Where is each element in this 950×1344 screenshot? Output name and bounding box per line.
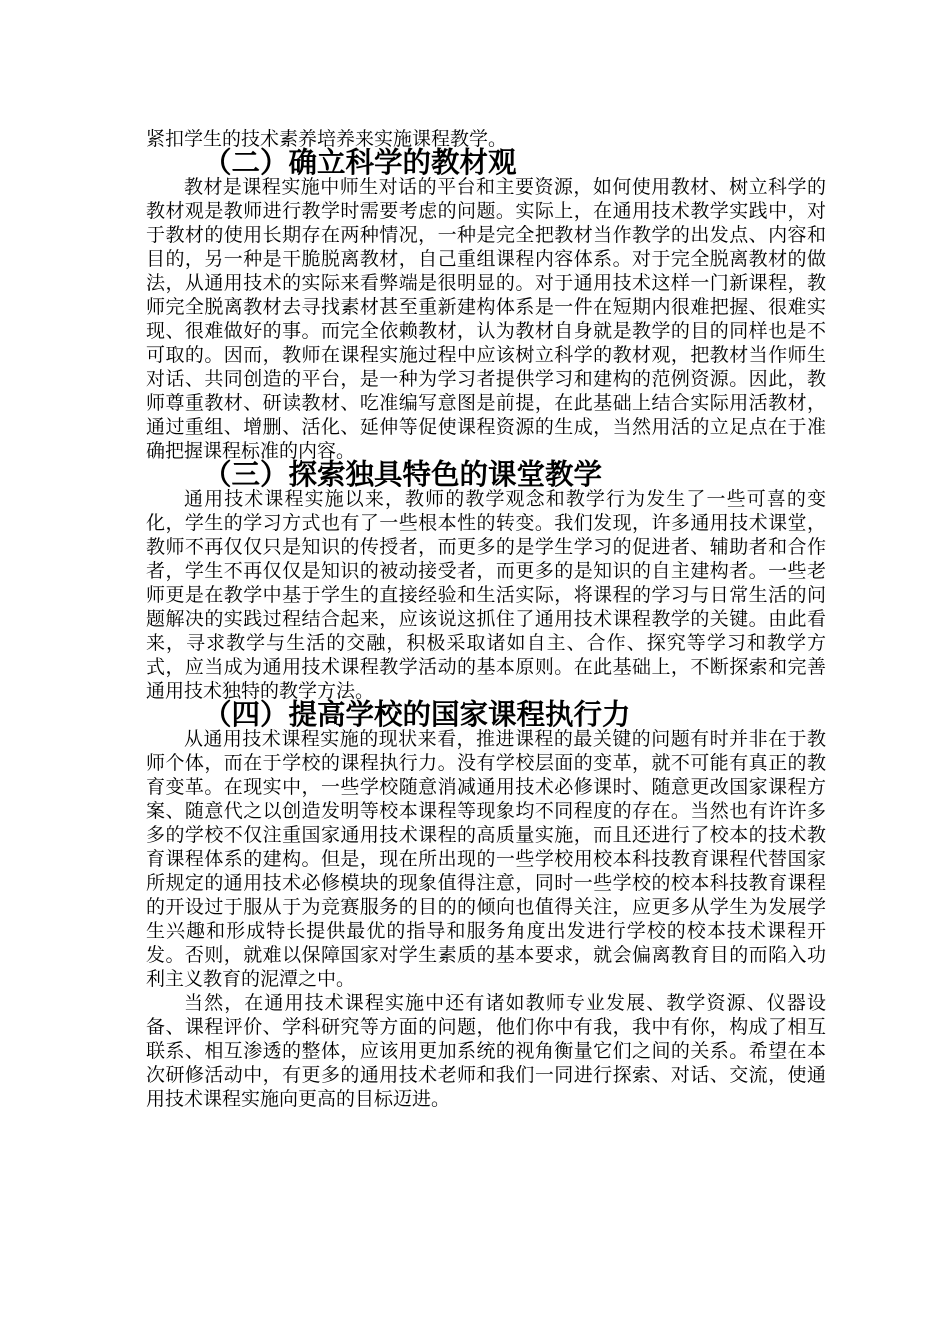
section-heading-2: （二）确立科学的教材观 [203, 146, 517, 179]
section-heading-3: （三）探索独具特色的课堂教学 [203, 458, 603, 491]
closing-paragraph: 当然，在通用技术课程实施中还有诸如教师专业发展、教学资源、仪器设备、课程评价、学科研究等方面的问题，他们你中有我，我中有你，构成了相互联系、相互渗透的整体，应该用更加系统的视角衡量它们之间的关系。希望在本次研修活动中，有更多的通用技术老师和我们一同进行探索、对话、交流，使通用技术课程实施向更高的目标迈进。 [146, 992, 826, 1110]
section-paragraph-3: 通用技术课程实施以来，教师的教学观念和教学行为发生了一些可喜的变化，学生的学习方式也有了一些根本性的转变。我们发现，许多通用技术课堂，教师不再仅仅只是知识的传授者，而更多的是学生学习的促进者、辅助者和合作者，学生不再仅仅是知识的被动接受者，而更多的是知识的自主建构者。一些老师更是在教学中基于学生的直接经验和生活实际，将课程的学习与日常生活的问题解决的实践过程结合起来，应该说这抓住了通用技术课程教学的关键。由此看来，寻求教学与生活的交融，积极采取诸如自主、合作、探究等学习和教学方式，应当成为通用技术课程教学活动的基本原则。在此基础上，不断探索和完善通用技术独特的教学方法。 [146, 488, 826, 702]
section-paragraph-2: 教材是课程实施中师生对话的平台和主要资源，如何使用教材、树立科学的教材观是教师进行教学时需要考虑的问题。实际上，在通用技术教学实践中，对于教材的使用长期存在两种情况，一种是完全把教材当作教学的出发点、内容和目的，另一种是干脆脱离教材，自己重组课程内容体系。对于完全脱离教材的做法，从通用技术的实际来看弊端是很明显的。对于通用技术这样一门新课程，教师完全脱离教材去寻找素材甚至重新建构体系是一件在短期内很难把握、很难实现、很难做好的事。而完全依赖教材，认为教材自身就是教学的目的同样也是不可取的。因而，教师在课程实施过程中应该树立科学的教材观，把教材当作师生对话、共同创造的平台，是一种为学习者提供学习和建构的范例资源。因此，教师尊重教材、研读教材、吃准编写意图是前提，在此基础上结合实际用活教材，通过重组、增删、活化、延伸等促使课程资源的生成，当然用活的立足点在于准确把握课程标准的内容。 [146, 176, 826, 462]
intro-line: 紧扣学生的技术素养培养来实施课程教学。 [146, 128, 508, 150]
section-paragraph-4: 从通用技术课程实施的现状来看，推进课程的最关键的问题有时并非在于教师个体，而在于学校的课程执行力。没有学校层面的变革，就不可能有真正的教育变革。在现实中，一些学校随意消减通用技术必修课时、随意更改国家课程方案、随意代之以创造发明等校本课程等现象均不同程度的存在。当然也有许许多多的学校不仅注重国家通用技术课程的高质量实施，而且还进行了校本的技术教育课程体系的建构。但是，现在所出现的一些学校用校本科技教育课程代替国家所规定的通用技术必修模块的现象值得注意，同时一些学校的校本科技教育课程的开设过于服从于为竞赛服务的目的的倾向也值得关注，应更多从学生为发展学生兴趣和形成特长提供最优的指导和服务角度出发进行学校的校本技术课程开发。否则，就难以保障国家对学生素质的基本要求，就会偏离教育目的而陷入功利主义教育的泥潭之中。 [146, 728, 826, 990]
section-heading-4: （四）提高学校的国家课程执行力 [203, 698, 631, 731]
document-body [146, 127, 826, 1111]
